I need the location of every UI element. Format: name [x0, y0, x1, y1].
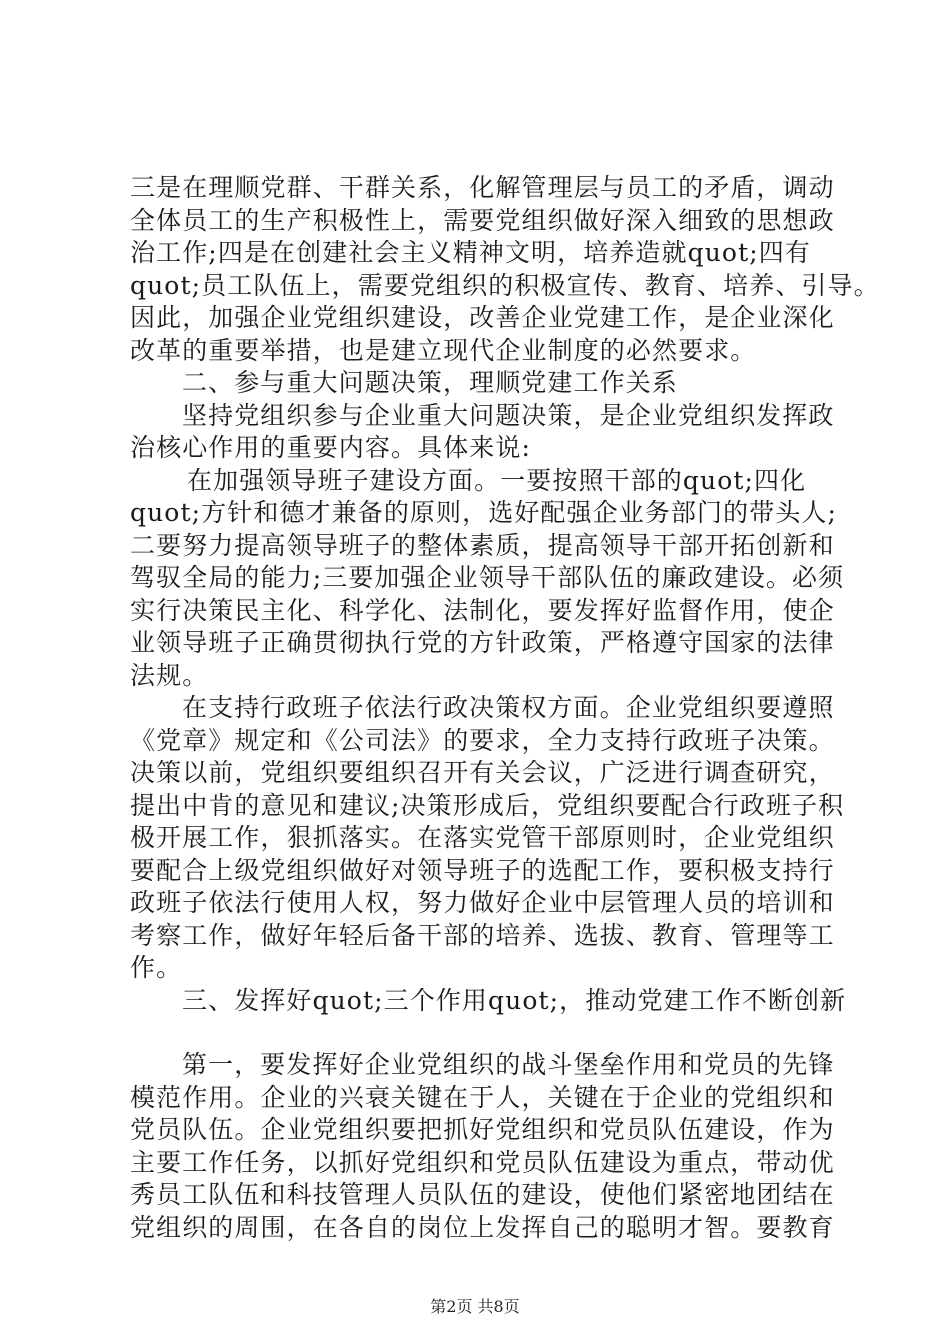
text-line: 二要努力提高领导班子的整体素质，提高领导干部开拓创新和 — [130, 530, 835, 560]
text-line: 考察工作，做好年轻后备干部的培养、选拔、教育、管理等工 — [130, 920, 835, 950]
text-line: 《党章》规定和《公司法》的要求，全力支持行政班子决策。 — [130, 725, 835, 755]
text-line: 党组织的周围，在各自的岗位上发挥自己的聪明才智。要教育 — [130, 1212, 835, 1242]
text-line: 治核心作用的重要内容。具体来说: — [130, 433, 532, 462]
text-line: 实行决策民主化、科学化、法制化，要发挥好监督作用，使企 — [130, 595, 835, 625]
text-line: quot;方针和德才兼备的原则，选好配强企业务部门的带头人; — [130, 498, 838, 527]
text-line: 要配合上级党组织做好对领导班子的选配工作，要积极支持行 — [130, 855, 835, 885]
text-line: 治工作;四是在创建社会主义精神文明，培养造就quot;四有 — [130, 238, 811, 267]
text-line: quot;员工队伍上，需要党组织的积极宣传、教育、培养、引导。 — [130, 270, 880, 300]
page-number: 第2页 共8页 — [430, 1297, 520, 1316]
text-line: 作。 — [130, 953, 183, 982]
paragraph-start: 在支持行政班子依法行政决策权方面。企业党组织要遵照 — [182, 693, 835, 722]
paragraph-start: 在加强领导班子建设方面。一要按照干部的quot;四化 — [187, 465, 807, 495]
text-line: 业领导班子正确贯彻执行党的方针政策，严格遵守国家的法律 — [130, 628, 835, 657]
paragraph-gap — [130, 1017, 865, 1049]
text-line: 党员队伍。企业党组织要把抓好党组织和党员队伍建设，作为 — [130, 1115, 835, 1144]
text-line: 因此，加强企业党组织建设，改善企业党建工作，是企业深化 — [130, 303, 835, 332]
text-line: 政班子依法行使用人权，努力做好企业中层管理人员的培训和 — [130, 888, 835, 917]
text-line: 秀员工队伍和科技管理人员队伍的建设，使他们紧密地团结在 — [130, 1180, 835, 1209]
text-line: 驾驭全局的能力;三要加强企业领导干部队伍的廉政建设。必须 — [130, 563, 845, 592]
text-line: 改革的重要举措，也是建立现代企业制度的必然要求。 — [130, 335, 757, 365]
text-line: 主要工作任务，以抓好党组织和党员队伍建设为重点，带动优 — [130, 1147, 835, 1177]
text-line: 极开展工作，狠抓落实。在落实党管干部原则时，企业党组织 — [130, 823, 835, 852]
text-line: 全体员工的生产积极性上，需要党组织做好深入细致的思想政 — [130, 205, 835, 235]
text-line: 模范作用。企业的兴衰关键在于人，关键在于企业的党组织和 — [130, 1082, 835, 1112]
paragraph-start: 坚持党组织参与企业重大问题决策，是企业党组织发挥政 — [182, 400, 835, 430]
text-line: 决策以前，党组织要组织召开有关会议，广泛进行调查研究， — [130, 758, 835, 787]
section-heading: 三、发挥好quot;三个作用quot;，推动党建工作不断创新 — [182, 985, 847, 1015]
text-line: 法规。 — [130, 660, 209, 690]
document-body — [130, 172, 880, 1244]
section-heading: 二、参与重大问题决策，理顺党建工作关系 — [182, 368, 678, 397]
page-footer — [0, 1294, 950, 1317]
text-line: 三是在理顺党群、干群关系，化解管理层与员工的矛盾，调动 — [130, 173, 835, 202]
text-line: 提出中肯的意见和建议;决策形成后，党组织要配合行政班子积 — [130, 790, 845, 820]
paragraph-start: 第一，要发挥好企业党组织的战斗堡垒作用和党员的先锋 — [182, 1050, 835, 1079]
